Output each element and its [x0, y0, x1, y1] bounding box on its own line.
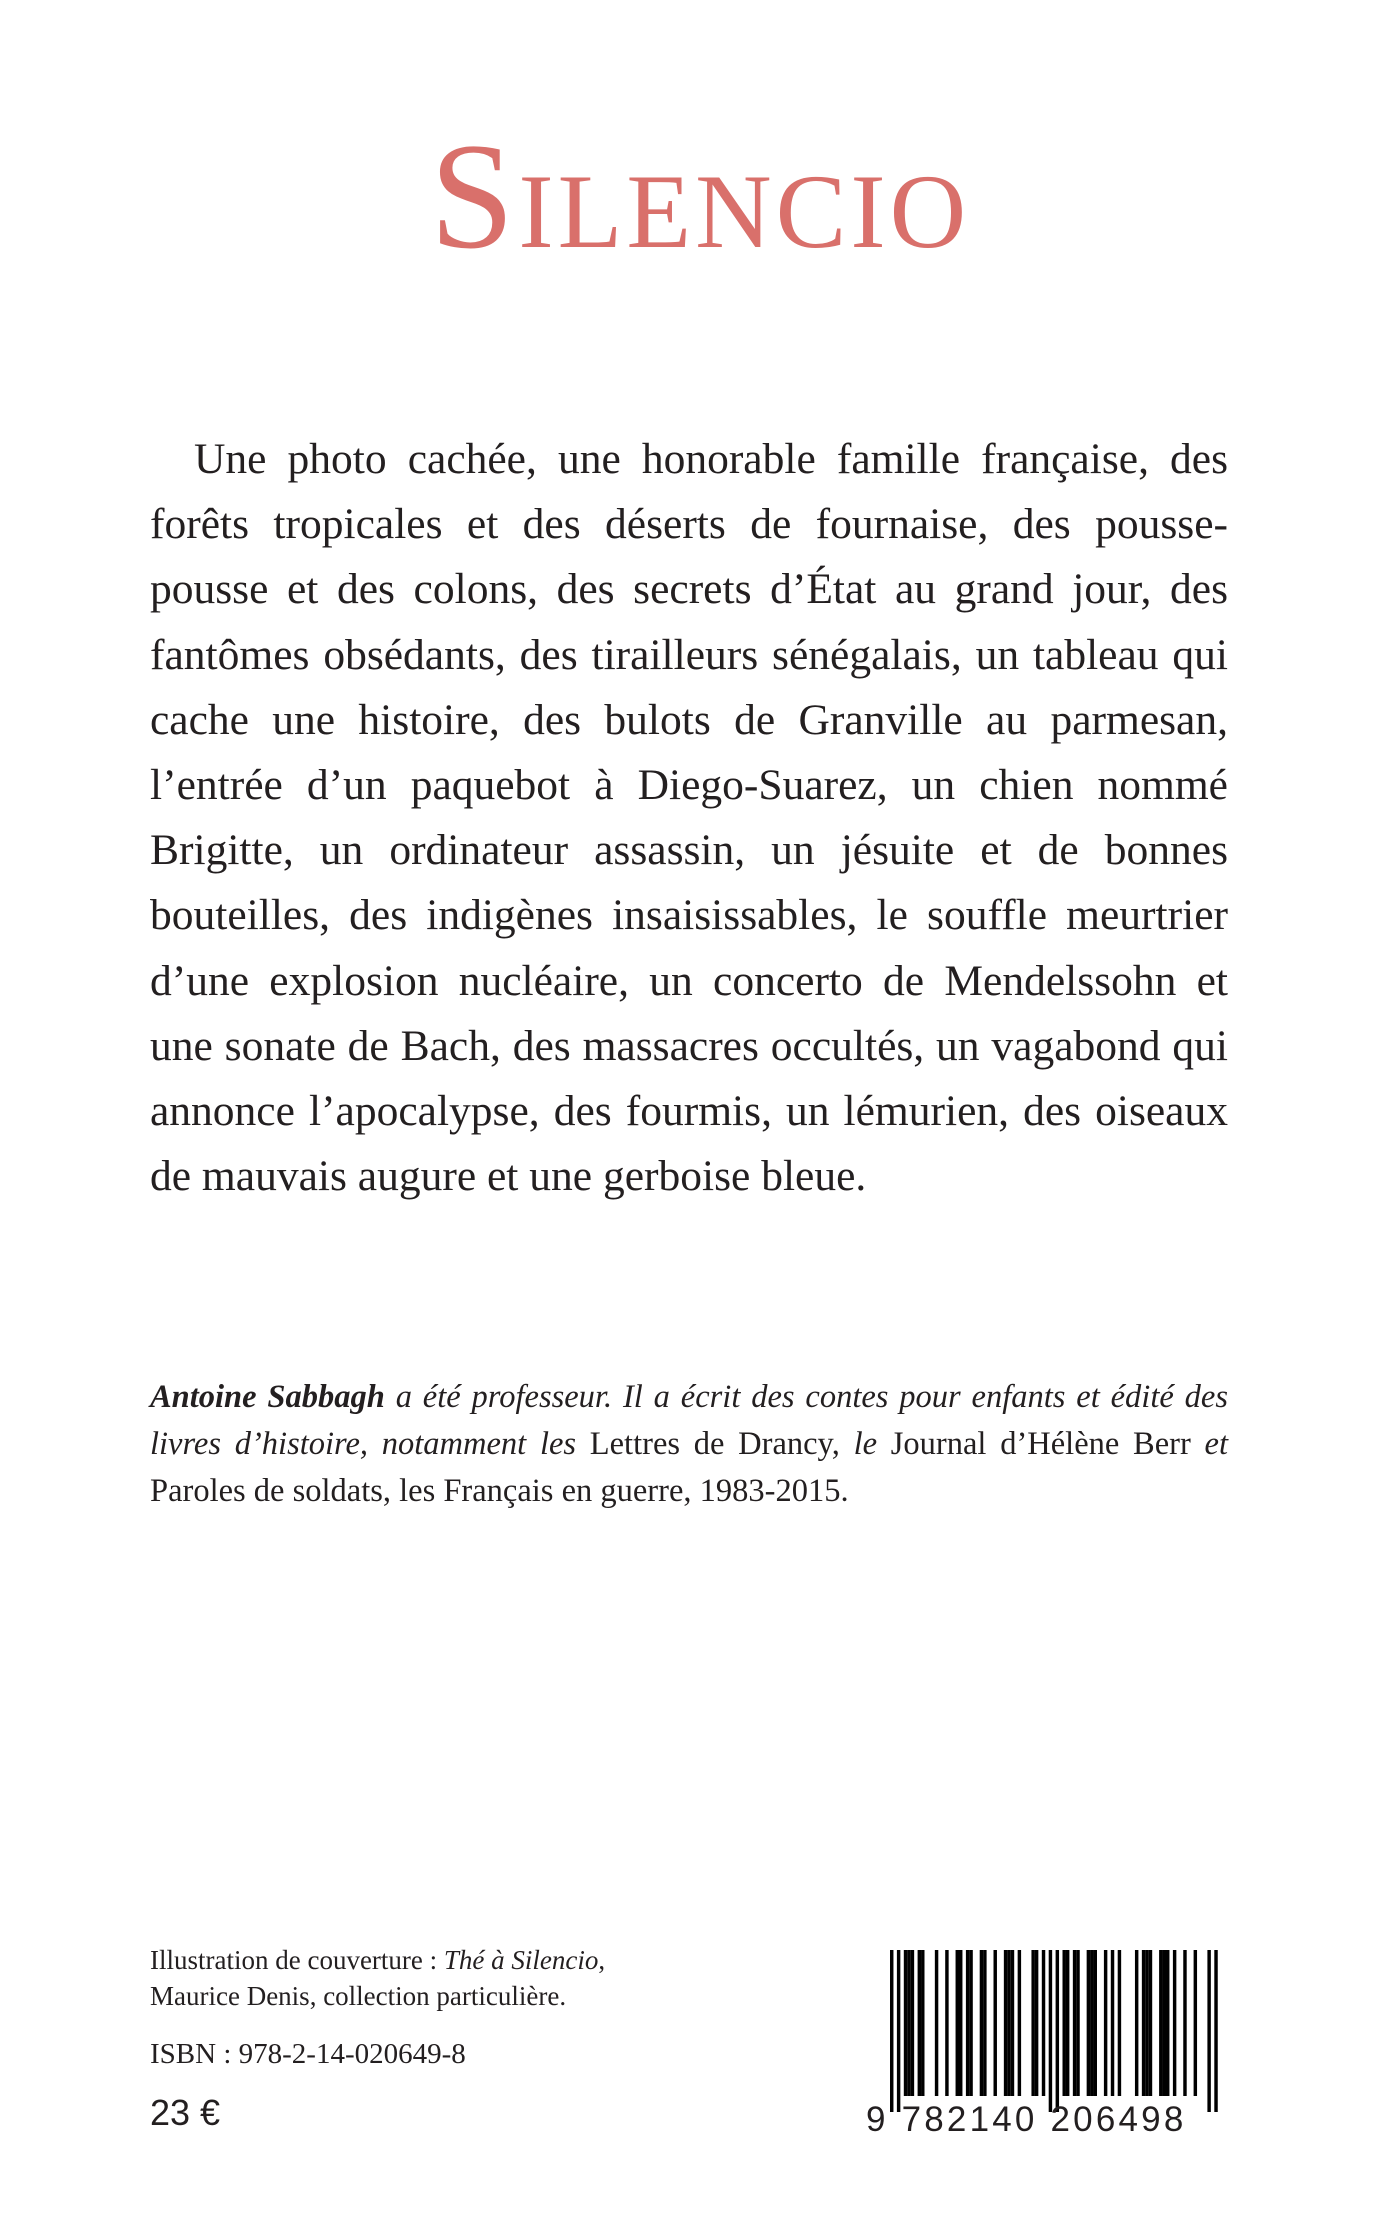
- barcode-bar: [956, 1950, 959, 2096]
- barcode-bar: [1063, 1950, 1066, 2096]
- barcode-bar: [994, 1950, 997, 2096]
- barcode-bar: [918, 1950, 921, 2096]
- bio-text-2: ,: [831, 1426, 854, 1462]
- barcode-bar: [1090, 1950, 1093, 2096]
- book-title-lettres: Lettres de Drancy: [589, 1426, 832, 1462]
- barcode-bar: [890, 1950, 893, 2112]
- barcode-bar: [935, 1950, 938, 2096]
- barcode-bar: [1004, 1950, 1007, 2096]
- book-title: Silencio: [429, 112, 971, 280]
- barcode-bar: [1149, 1950, 1152, 2096]
- barcode-bar: [1104, 1950, 1107, 2096]
- bio-text-1: a été professeur. Il a écrit des contes pour enfants et édité des livres d’histoire, notamment les: [150, 1379, 1228, 1462]
- barcode-bar: [1214, 1950, 1217, 2112]
- barcode-bar: [1207, 1950, 1210, 2112]
- barcode-bar: [911, 1950, 914, 2096]
- barcode-digits: 9 782140 206498: [866, 2100, 1187, 2139]
- barcode-bar: [1159, 1950, 1162, 2096]
- barcode-bar: [1066, 1950, 1069, 2096]
- barcode-bar: [983, 1950, 986, 2096]
- barcode-bar: [945, 1950, 948, 2096]
- barcode-bar: [1194, 1950, 1197, 2096]
- barcode-bar: [1007, 1950, 1010, 2096]
- barcode-bar: [966, 1950, 969, 2096]
- isbn: ISBN : 978-2-14-020649-8: [150, 2038, 466, 2070]
- cover-illustration-credit: [150, 1942, 710, 2014]
- book-title-journal: Journal d’Hélène Berr: [877, 1426, 1191, 1462]
- barcode-bar: [1111, 1950, 1114, 2096]
- barcode-bar: [1031, 1950, 1034, 2096]
- credit-work: Thé à Silencio: [443, 1945, 599, 1975]
- barcode-bar: [904, 1950, 907, 2096]
- author-name: Antoine Sabbagh: [150, 1379, 385, 1415]
- barcode-bar: [980, 1950, 983, 2096]
- bio-le: le: [853, 1426, 878, 1462]
- barcode-bar: [1166, 1950, 1169, 2096]
- credit-suffix: ,: [598, 1945, 606, 1975]
- barcode: [866, 1950, 1246, 2146]
- barcode-bar: [969, 1950, 972, 2096]
- barcode-bar: [921, 1950, 924, 2096]
- barcode-bar: [1163, 1950, 1166, 2096]
- back-cover-blurb: Une photo cachée, une honorable famille française, des forêts tropicales et des déserts de fournaise, des pousse-pousse et des colons, des secrets d’État au grand jour, des fantômes obsédants, des tirailleurs sénégalais, un tableau qui cache une histoire, des bulots de Granville au parmesan, l’entrée d’un paquebot à Diego-Suarez, un chien nommé Brigitte, un ordinateur assassin, un jésuite et de bonnes bouteilles, des indigènes insaisissables, le souffle meurtrier d’une explosion nucléaire, un concerto de Mendelssohn et une sonate de Bach, des massacres occultés, un vagabond qui annonce l’apocalypse, des fourmis, un lémurien, des oiseaux de mauvais augure et une gerboise bleue.: [150, 435, 1228, 1201]
- barcode-bar: [1073, 1950, 1076, 2096]
- barcode-bar: [1094, 1950, 1097, 2096]
- barcode-bar: [1118, 1950, 1121, 2096]
- barcode-bar: [1011, 1950, 1014, 2096]
- barcode-bar: [907, 1950, 910, 2096]
- barcode-bar: [1135, 1950, 1138, 2096]
- barcode-bar: [1142, 1950, 1145, 2096]
- credit-line-2: Maurice Denis, collection particulière.: [150, 1981, 567, 2011]
- barcode-bar: [1035, 1950, 1038, 2096]
- barcode-bar: [1183, 1950, 1186, 2096]
- book-title-paroles: Paroles de soldats, les Français en guerre, 1983-2015.: [150, 1473, 849, 1509]
- barcode-bar: [1042, 1950, 1045, 2096]
- barcode-bar: [1049, 1950, 1052, 2112]
- barcode-bars: [866, 1950, 1246, 2112]
- bio-et: et: [1204, 1426, 1229, 1462]
- barcode-bar: [1076, 1950, 1079, 2096]
- credit-prefix: Illustration de couverture :: [150, 1945, 444, 1975]
- barcode-bar: [959, 1950, 962, 2096]
- barcode-bar: [1056, 1950, 1059, 2112]
- barcode-bar: [897, 1950, 900, 2112]
- barcode-bar: [1087, 1950, 1090, 2096]
- price: 23 €: [150, 2092, 221, 2133]
- barcode-bar: [1018, 1950, 1021, 2096]
- barcode-bar: [1145, 1950, 1148, 2096]
- barcode-bar: [1173, 1950, 1176, 2096]
- author-bio: [150, 1374, 1228, 1515]
